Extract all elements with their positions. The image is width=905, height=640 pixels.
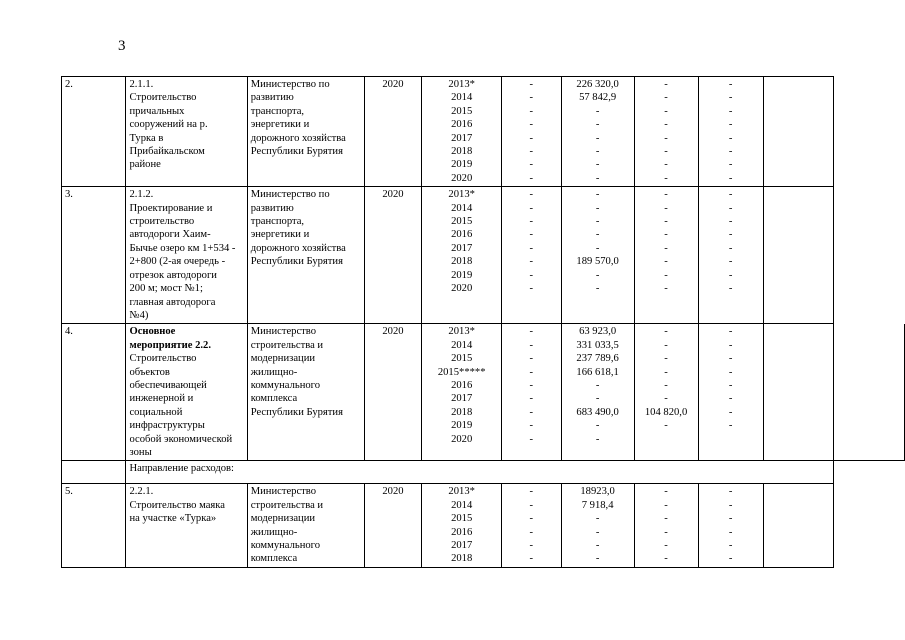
cell-line: 2017: [451, 132, 473, 144]
cell-line: 226 320,0: [576, 79, 619, 90]
funding-col-4: [698, 484, 763, 567]
cell-line: -: [529, 79, 534, 90]
cell-line: -: [728, 406, 733, 418]
cell-line: строительства и: [250, 499, 324, 511]
cell-line: 2020: [451, 172, 473, 184]
cell-line: -: [728, 256, 733, 268]
cell-line: -: [529, 486, 534, 498]
cell-line: -: [728, 486, 733, 498]
cell-line: -: [529, 242, 534, 254]
cell-line: -: [595, 513, 600, 525]
funding-col-1: [502, 484, 562, 567]
funding-col-4: [698, 187, 763, 324]
funding-col-1: [502, 324, 562, 461]
cell-line: -: [595, 146, 600, 158]
cell-line: -: [529, 256, 534, 268]
cell-line: Строительство: [129, 353, 197, 365]
cell-line: -: [529, 379, 534, 391]
cell-line: -: [529, 420, 534, 432]
cell-line: дорожного хозяйства: [250, 132, 346, 144]
cell-line: -: [529, 326, 534, 338]
cell-line: -: [664, 105, 668, 117]
cell-line: -: [529, 146, 534, 158]
years: [422, 187, 502, 324]
cell-line: зоны: [129, 446, 152, 458]
cell-line: -: [664, 92, 668, 104]
cell-line: 57 842,9: [579, 92, 617, 104]
cell-line: -: [664, 159, 668, 171]
cell-line: -: [595, 420, 600, 432]
cell-line: -: [595, 553, 600, 565]
cell-line: мероприятие 2.2.: [129, 339, 211, 351]
cell-line: -: [595, 379, 600, 391]
empty-col: [763, 187, 834, 324]
funding-col-4: [698, 324, 763, 461]
cell-line: инфраструктуры: [129, 420, 205, 432]
cell-line: 104 820,0: [644, 406, 688, 418]
cell-line: инженерной и: [129, 393, 194, 405]
years: [422, 77, 502, 187]
cell-line: -: [595, 159, 600, 171]
cell-line: -: [529, 216, 534, 228]
cell-line: -: [728, 526, 733, 538]
cell-line: модернизации: [250, 513, 316, 525]
cell-line: -: [728, 553, 733, 565]
cell-line: 2018: [451, 146, 473, 158]
cell-line: -: [728, 326, 733, 338]
cell-line: 2016: [451, 379, 473, 391]
cell-line: отрезок автодороги: [129, 269, 217, 281]
funding-col-2: [561, 77, 634, 187]
extra-col: [834, 324, 905, 461]
cell-line: -: [664, 242, 668, 254]
cell-line: -: [664, 540, 668, 551]
cell-line: -: [728, 379, 733, 391]
cell-line: -: [728, 216, 733, 228]
cell-line: 2018: [451, 406, 473, 418]
cell-line: транспорта,: [250, 105, 305, 117]
cell-line: -: [529, 119, 534, 131]
cell-line: Строительство: [129, 92, 197, 104]
empty-col: [763, 484, 834, 567]
cell-line: -: [529, 366, 534, 378]
cell-line: -: [664, 326, 668, 338]
funding-col-3: [634, 187, 698, 324]
cell-line: комплекса: [250, 553, 298, 565]
cell-line: -: [664, 146, 668, 158]
direction-label: Направление расходов:: [126, 461, 834, 484]
cell-line: объектов: [129, 366, 170, 378]
row-number: 5.: [62, 484, 126, 567]
cell-line: причальных: [129, 105, 185, 117]
cell-line: -: [529, 540, 534, 551]
cell-line: №4): [129, 309, 149, 321]
table-row: [62, 77, 905, 187]
cell-line: 2017: [451, 540, 473, 551]
cell-line: Турка в: [129, 132, 164, 144]
page-number: 3: [118, 38, 126, 54]
cell-line: 2018: [451, 256, 473, 268]
cell-line: -: [664, 256, 668, 268]
cell-line: -: [529, 393, 534, 405]
cell-line: -: [664, 172, 668, 184]
table-row: [62, 187, 905, 324]
cell-line: -: [728, 540, 733, 551]
cell-line: -: [529, 499, 534, 511]
funding-col-1: [502, 187, 562, 324]
cell-line: -: [664, 339, 668, 351]
cell-line: Бычье озеро км 1+534 -: [129, 242, 236, 254]
cell-line: -: [664, 353, 668, 365]
program-table: [61, 76, 905, 568]
cell-line: -: [664, 366, 668, 378]
empty-cell: [62, 461, 126, 484]
cell-line: -: [595, 283, 600, 295]
executor: [247, 324, 364, 461]
cell-line: 2018: [451, 553, 473, 565]
cell-line: транспорта,: [250, 216, 305, 228]
cell-line: -: [595, 269, 600, 281]
cell-line: 200 м; мост №1;: [129, 283, 203, 295]
cell-line: социальной: [129, 406, 183, 418]
cell-line: -: [664, 553, 668, 565]
cell-line: -: [664, 393, 668, 405]
years: [422, 484, 502, 567]
funding-col-4: [698, 77, 763, 187]
funding-col-2: [561, 187, 634, 324]
cell-line: -: [595, 216, 600, 228]
cell-line: -: [529, 269, 534, 281]
cell-line: -: [529, 105, 534, 117]
cell-line: -: [529, 172, 534, 184]
cell-line: 2019: [451, 159, 473, 171]
cell-line: районе: [129, 159, 161, 171]
cell-line: -: [595, 119, 600, 131]
cell-line: -: [529, 406, 534, 418]
cell-line: -: [728, 499, 733, 511]
executor: [247, 484, 364, 567]
cell-line: 2014: [451, 92, 473, 104]
cell-line: 2.1.2.: [129, 189, 154, 201]
cell-line: -: [728, 353, 733, 365]
cell-line: 2017: [451, 242, 473, 254]
cell-line: -: [664, 486, 668, 498]
cell-line: Министерство по: [250, 79, 330, 90]
cell-line: -: [529, 283, 534, 295]
cell-line: -: [595, 105, 600, 117]
cell-line: 2013*: [448, 79, 475, 90]
cell-line: 2013*: [448, 326, 475, 338]
funding-col-3: [634, 77, 698, 187]
cell-line: комплекса: [250, 393, 298, 405]
cell-line: -: [664, 189, 668, 201]
cell-line: коммунального: [250, 379, 321, 391]
cell-line: строительства и: [250, 339, 324, 351]
cell-line: -: [595, 132, 600, 144]
cell-line: сооружений на р.: [129, 119, 208, 131]
end-year: 2020: [364, 324, 422, 461]
cell-line: -: [595, 189, 600, 201]
cell-line: энергетики и: [250, 119, 310, 131]
cell-line: -: [529, 229, 534, 241]
funding-col-3: [634, 484, 698, 567]
empty-col: [763, 324, 834, 461]
cell-line: жилищно-: [250, 366, 298, 378]
cell-line: Основное: [129, 326, 176, 338]
cell-line: -: [595, 393, 600, 405]
cell-line: 2019: [451, 420, 473, 432]
cell-line: на участке «Турка»: [129, 513, 217, 525]
funding-col-2: [561, 484, 634, 567]
table-row: [62, 324, 905, 461]
cell-line: 2019: [451, 269, 473, 281]
cell-line: 331 033,5: [576, 339, 619, 351]
empty-col: [763, 77, 834, 187]
cell-line: 2013*: [448, 189, 475, 201]
cell-line: 2014: [451, 339, 473, 351]
cell-line: -: [728, 229, 733, 241]
cell-line: -: [728, 202, 733, 214]
measure-name: [126, 324, 247, 461]
cell-line: модернизации: [250, 353, 316, 365]
cell-line: особой экономической: [129, 433, 233, 445]
cell-line: 2015: [451, 105, 473, 117]
cell-line: -: [728, 393, 733, 405]
cell-line: 2016: [451, 229, 473, 241]
cell-line: -: [664, 79, 668, 90]
cell-line: -: [529, 159, 534, 171]
cell-line: 2015: [451, 216, 473, 228]
cell-line: -: [529, 339, 534, 351]
executor: [247, 187, 364, 324]
cell-line: -: [664, 132, 668, 144]
cell-line: главная автодорога: [129, 296, 216, 308]
cell-line: Республики Бурятия: [250, 146, 343, 158]
cell-line: -: [595, 526, 600, 538]
cell-line: -: [664, 379, 668, 391]
cell-line: 683 490,0: [576, 406, 619, 418]
cell-line: -: [529, 433, 534, 445]
measure-name: [126, 484, 247, 567]
cell-line: -: [664, 499, 668, 511]
cell-line: -: [728, 189, 733, 201]
cell-line: -: [595, 242, 600, 254]
cell-line: -: [529, 513, 534, 525]
cell-line: 2015: [451, 353, 473, 365]
cell-line: -: [728, 420, 733, 432]
row-number: 3.: [62, 187, 126, 324]
cell-line: строительство: [129, 216, 195, 228]
cell-line: 166 618,1: [576, 366, 619, 378]
cell-line: -: [728, 339, 733, 351]
cell-line: -: [728, 119, 733, 131]
cell-line: -: [664, 216, 668, 228]
cell-line: -: [664, 119, 668, 131]
end-year: 2020: [364, 187, 422, 324]
cell-line: коммунального: [250, 540, 321, 551]
cell-line: -: [529, 189, 534, 201]
cell-line: энергетики и: [250, 229, 310, 241]
cell-line: -: [728, 242, 733, 254]
cell-line: -: [664, 513, 668, 525]
cell-line: -: [728, 92, 733, 104]
cell-line: 63 923,0: [579, 326, 617, 338]
cell-line: -: [529, 526, 534, 538]
funding-col-2: [561, 324, 634, 461]
years: [422, 324, 502, 461]
cell-line: 2020: [451, 433, 473, 445]
cell-line: 2014: [451, 202, 473, 214]
cell-line: -: [595, 540, 600, 551]
cell-line: Министерство: [250, 326, 317, 338]
cell-line: дорожного хозяйства: [250, 242, 346, 254]
cell-line: -: [595, 433, 600, 445]
cell-line: -: [664, 526, 668, 538]
measure-name: [126, 77, 247, 187]
cell-line: развитию: [250, 202, 294, 214]
cell-line: -: [664, 229, 668, 241]
cell-line: 2016: [451, 119, 473, 131]
cell-line: 2013*: [448, 486, 475, 498]
cell-line: -: [728, 79, 733, 90]
cell-line: 2.2.1.: [129, 486, 154, 498]
cell-line: -: [529, 132, 534, 144]
cell-line: -: [529, 202, 534, 214]
funding-col-3: [634, 324, 698, 461]
cell-line: Проектирование и: [129, 202, 213, 214]
cell-line: 2+800 (2-ая очередь -: [129, 256, 226, 268]
cell-line: -: [728, 146, 733, 158]
cell-line: 2016: [451, 526, 473, 538]
cell-line: Прибайкальском: [129, 146, 205, 158]
cell-line: Министерство: [250, 486, 317, 498]
table-row: [62, 461, 905, 484]
cell-line: -: [529, 353, 534, 365]
cell-line: обеспечивающей: [129, 379, 207, 391]
cell-line: 7 918,4: [581, 499, 614, 511]
cell-line: -: [595, 229, 600, 241]
executor: [247, 77, 364, 187]
cell-line: 2014: [451, 499, 473, 511]
cell-line: 2.1.1.: [129, 79, 154, 90]
cell-line: 2015*****: [437, 366, 486, 378]
cell-line: 18923,0: [580, 486, 615, 498]
cell-line: Министерство по: [250, 189, 330, 201]
table-row: [62, 484, 905, 567]
cell-line: -: [664, 420, 668, 432]
cell-line: Строительство маяка: [129, 499, 225, 511]
cell-line: -: [728, 513, 733, 525]
cell-line: 2015: [451, 513, 473, 525]
cell-line: -: [664, 283, 668, 295]
cell-line: -: [728, 283, 733, 295]
cell-line: -: [728, 172, 733, 184]
cell-line: -: [728, 269, 733, 281]
cell-line: -: [728, 366, 733, 378]
cell-line: Республики Бурятия: [250, 256, 343, 268]
cell-line: -: [664, 202, 668, 214]
row-number: 2.: [62, 77, 126, 187]
end-year: 2020: [364, 484, 422, 567]
cell-line: -: [664, 269, 668, 281]
cell-line: развитию: [250, 92, 294, 104]
end-year: 2020: [364, 77, 422, 187]
cell-line: 189 570,0: [576, 256, 619, 268]
cell-line: -: [595, 172, 600, 184]
cell-line: 237 789,6: [576, 353, 619, 365]
cell-line: -: [595, 202, 600, 214]
funding-col-1: [502, 77, 562, 187]
cell-line: -: [728, 159, 733, 171]
cell-line: -: [529, 92, 534, 104]
cell-line: автодороги Хаим-: [129, 229, 211, 241]
row-number: 4.: [62, 324, 126, 461]
cell-line: -: [728, 132, 733, 144]
cell-line: жилищно-: [250, 526, 298, 538]
cell-line: 2020: [451, 283, 473, 295]
cell-line: Республики Бурятия: [250, 406, 343, 418]
cell-line: -: [728, 105, 733, 117]
measure-name: [126, 187, 247, 324]
cell-line: -: [529, 553, 534, 565]
cell-line: 2017: [451, 393, 473, 405]
